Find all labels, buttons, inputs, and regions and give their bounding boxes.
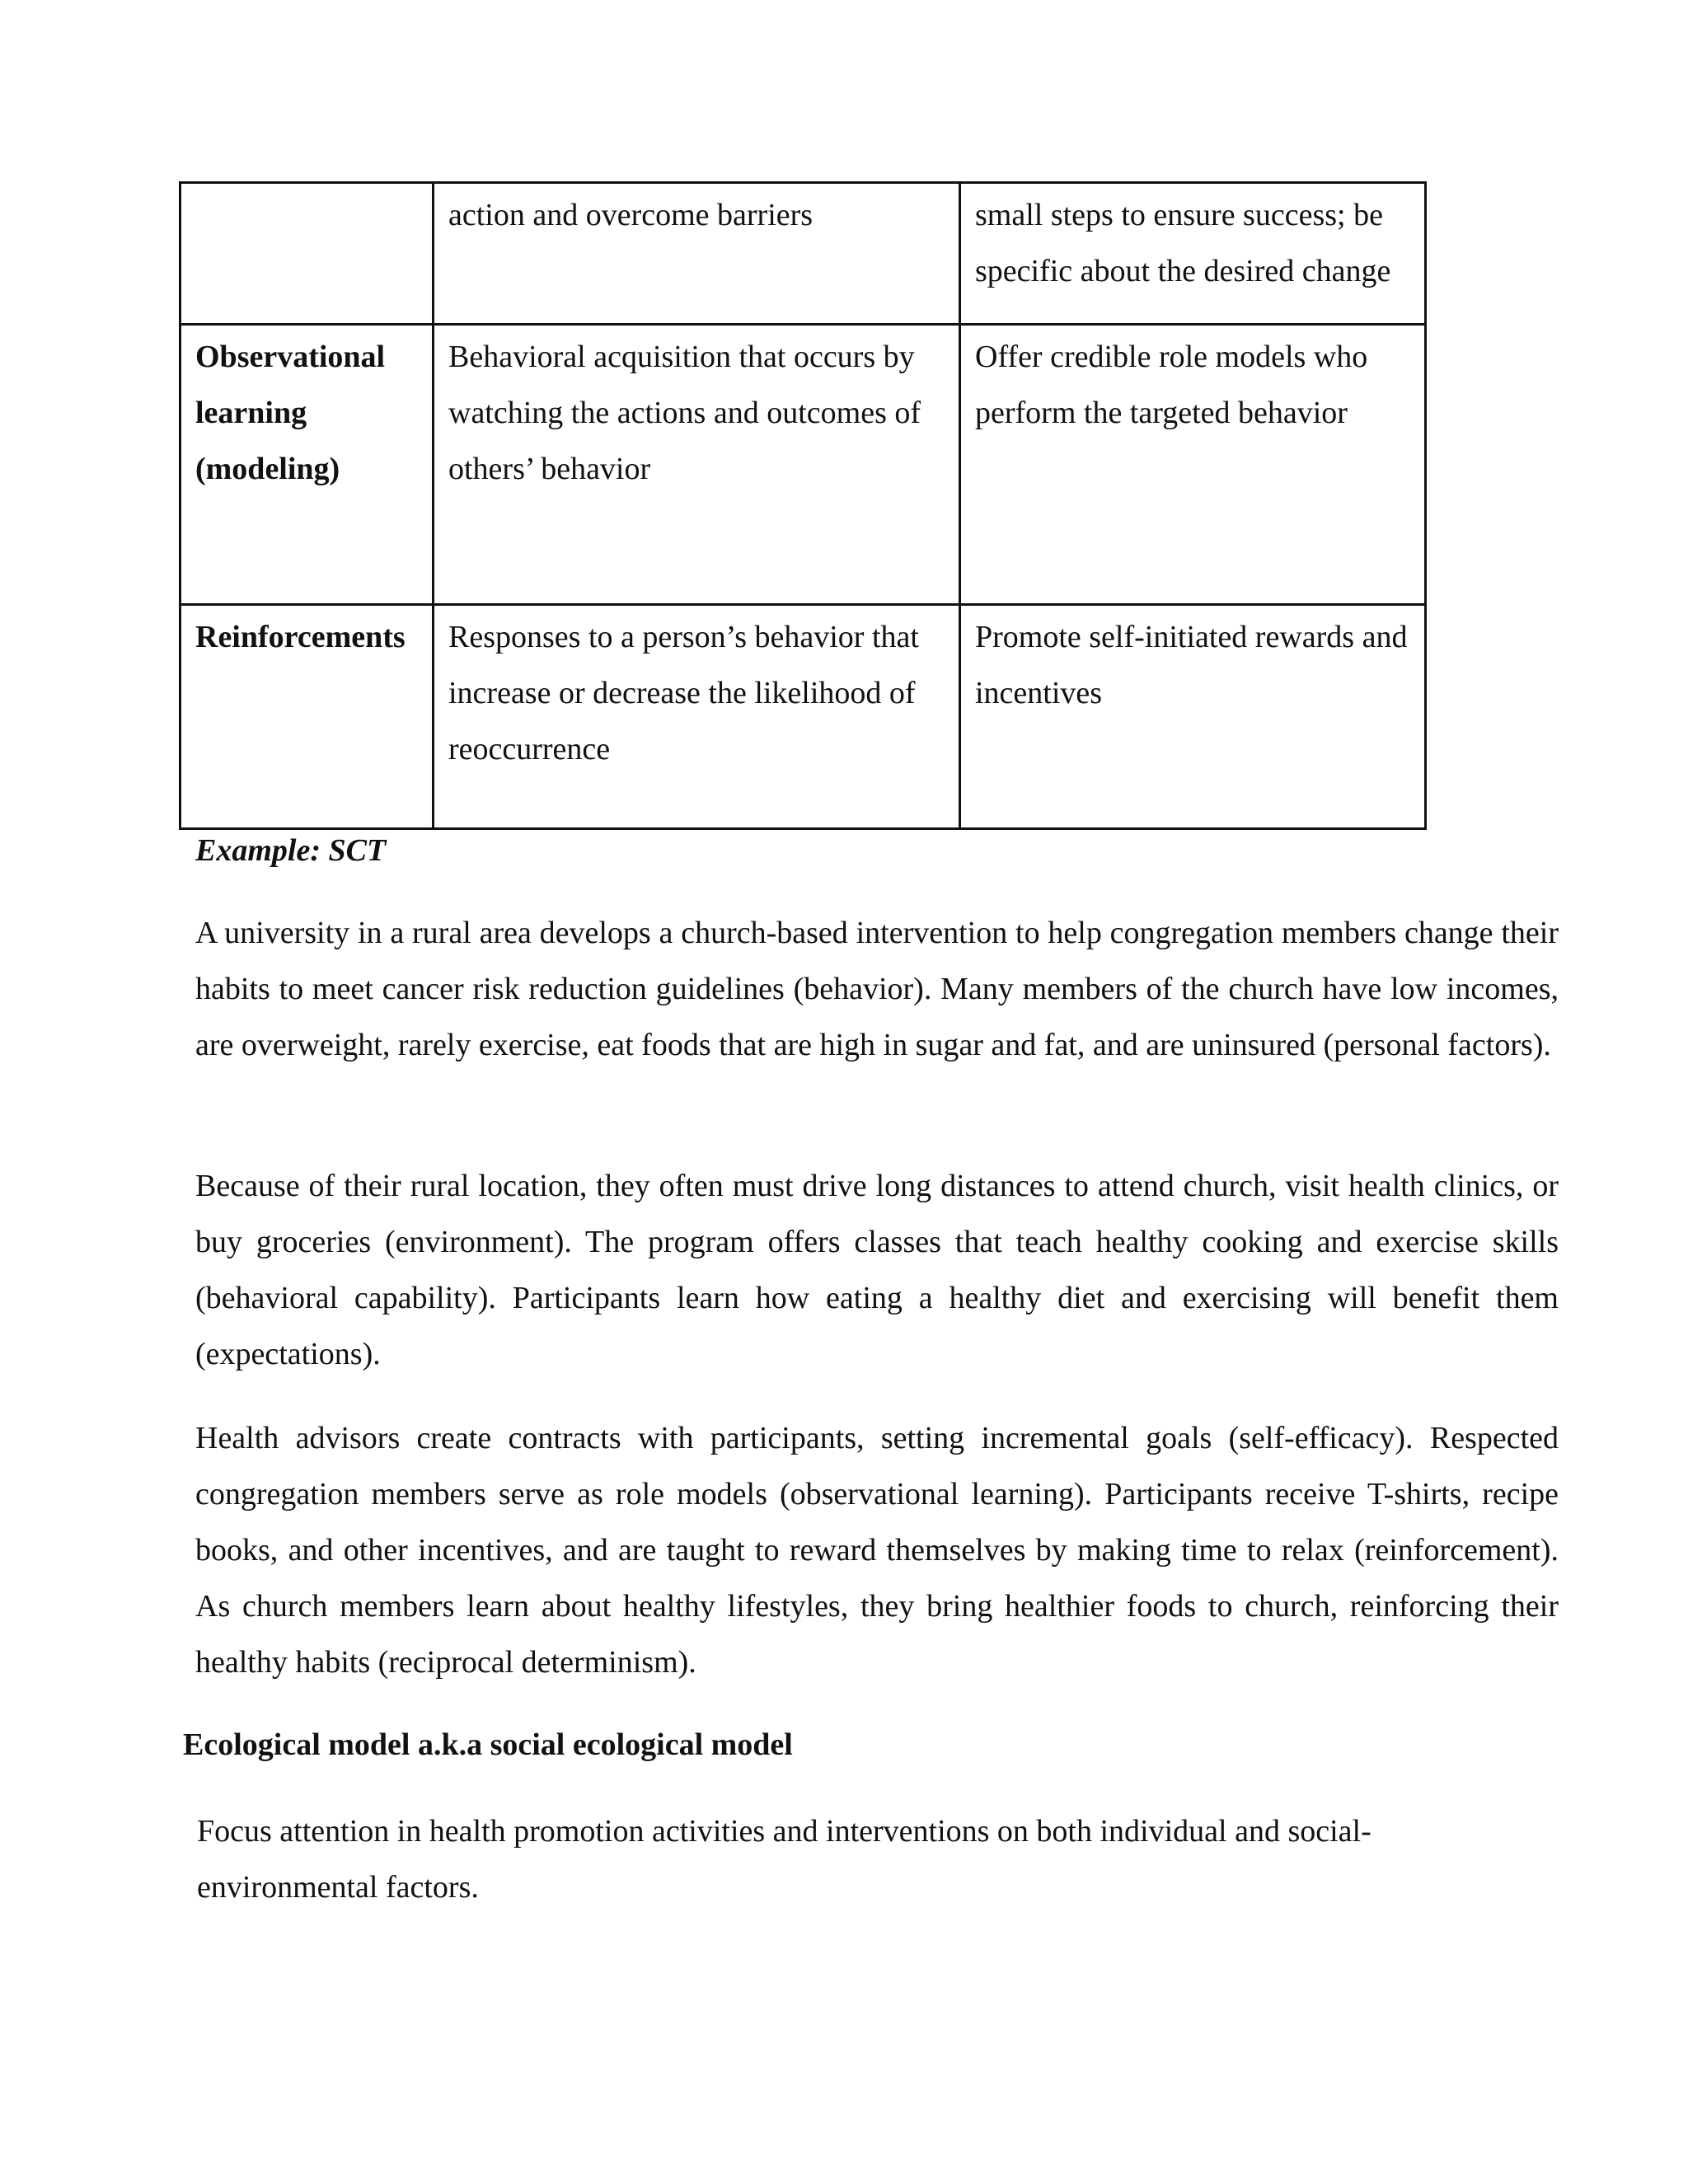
table-cell-strategy: small steps to ensure success; be specific about the desired change xyxy=(960,183,1426,325)
table-cell-concept xyxy=(181,183,434,325)
table-row xyxy=(181,183,1426,325)
sct-constructs-table xyxy=(179,181,1427,830)
table-row xyxy=(181,605,1426,829)
table-cell-definition: Responses to a person’s behavior that increase or decrease the likelihood of reoccurrence xyxy=(434,605,960,829)
table-cell-concept: Reinforcements xyxy=(181,605,434,829)
example-paragraph: Health advisors create contracts with participants, setting incremental goals (self-efficacy). Respected congregation members serve as role models (observational learning). Participants receive T-shirts, recipe books, and other incentives, and are taught to reward themselves by making time to relax (reinforcement). As church members learn about healthy lifestyles, they bring healthier foods to church, reinforcing their healthy habits (reciprocal determinism). xyxy=(195,1421,1559,1680)
example-paragraph: A university in a rural area develops a church-based intervention to help congregation members change their habits to meet cancer risk reduction guidelines (behavior). Many members of the church have low incomes, are overweight, rarely exercise, eat foods that are high in sugar and fat, and are uninsured (personal factors). xyxy=(195,916,1559,1062)
table-row xyxy=(181,325,1426,605)
table-cell-definition: action and overcome barriers xyxy=(434,183,960,325)
table-cell-concept: Observational learning (modeling) xyxy=(181,325,434,605)
table-cell-strategy: Offer credible role models who perform the targeted behavior xyxy=(960,325,1426,605)
example-heading: Example: SCT xyxy=(195,833,387,868)
section-paragraph: Focus attention in health promotion activities and interventions on both individual and social-environmental factors. xyxy=(197,1814,1372,1905)
section-heading: Ecological model a.k.a social ecological model xyxy=(183,1727,793,1762)
example-paragraph: Because of their rural location, they often must drive long distances to attend church, visit health clinics, or buy groceries (environment). The program offers classes that teach healthy cooking and exercise skills (behavioral capability). Participants learn how eating a healthy diet and exercising will benefit them (expectations). xyxy=(195,1169,1559,1371)
table-cell-definition: Behavioral acquisition that occurs by watching the actions and outcomes of others’ behavior xyxy=(434,325,960,605)
table-cell-strategy: Promote self-initiated rewards and incentives xyxy=(960,605,1426,829)
